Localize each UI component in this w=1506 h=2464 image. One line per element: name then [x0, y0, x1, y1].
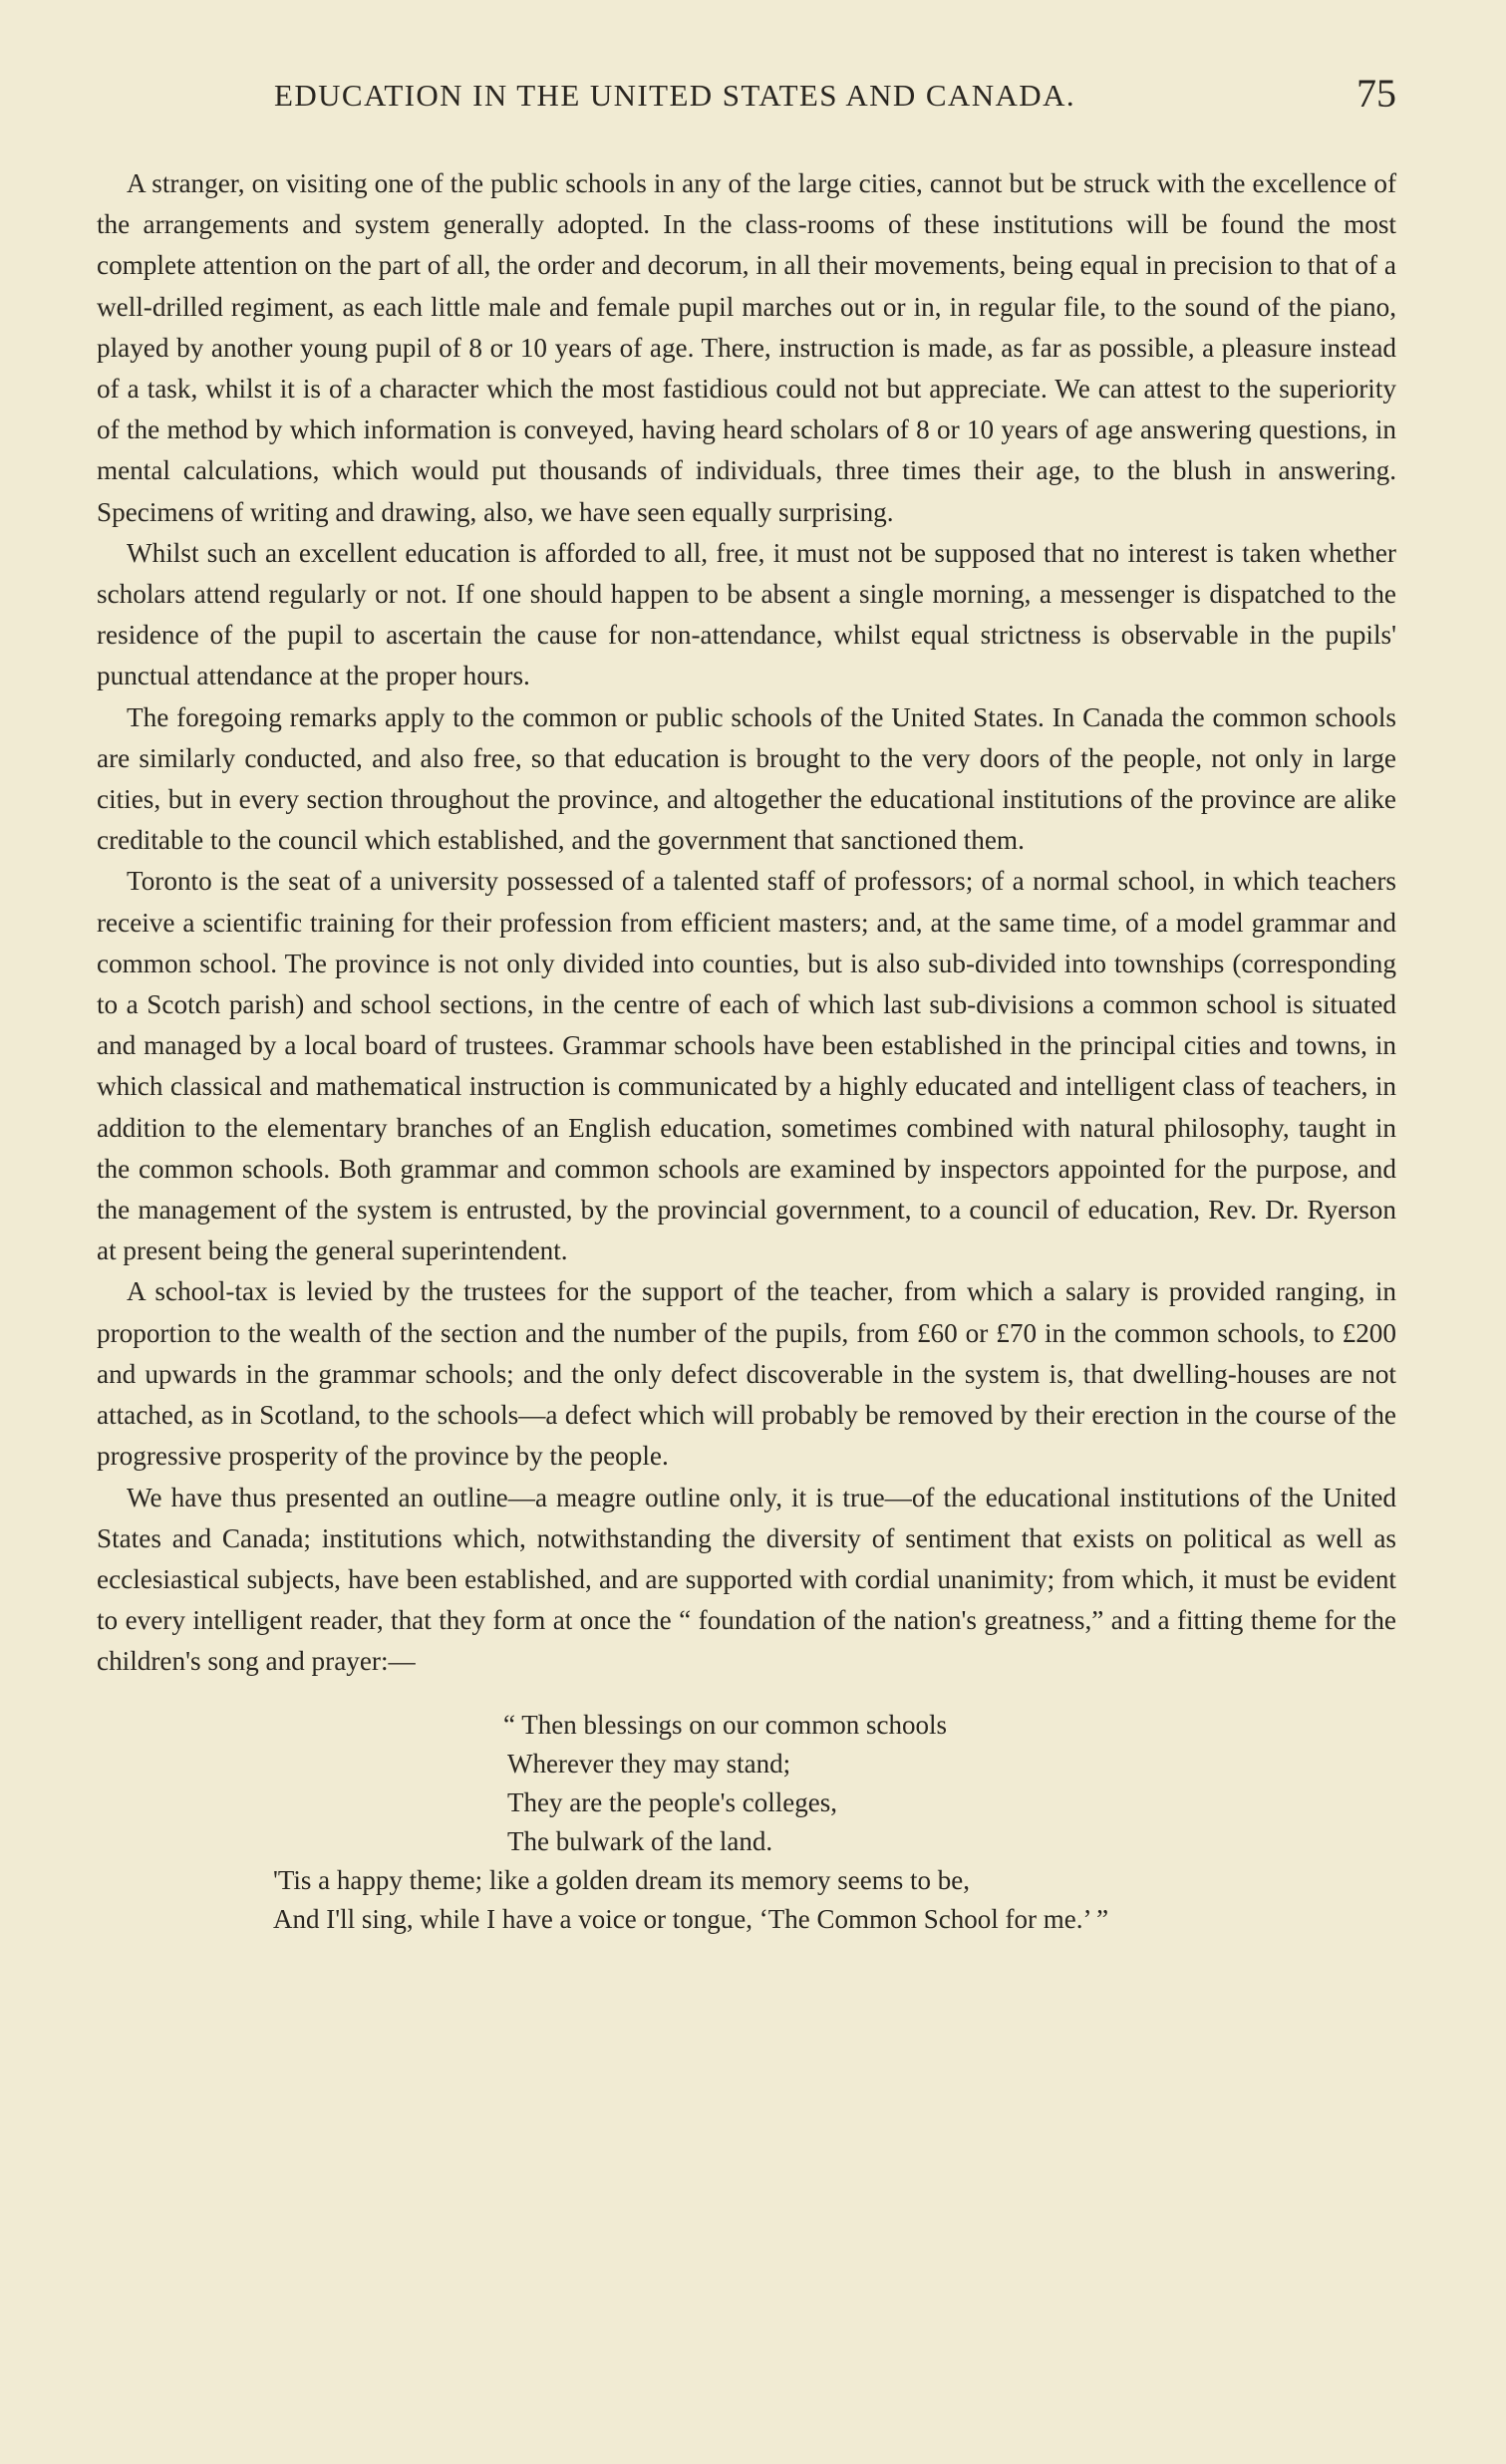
page-number: 75	[1356, 71, 1396, 116]
paragraph-attendance: Whilst such an excellent education is afforded to all, free, it must not be supposed that no interest is taken whether scholars attend regularly or not. If one should happen to be absent a single morning, a messenger is dispatched to the residence of the pupil to ascertain the cause for non-attendance, whilst equal strictness is observable in the pupils' punctual attendance at the proper hours.	[97, 537, 1396, 691]
poem-line: “ Then blessings on our common schools	[503, 1709, 947, 1740]
poem-line: Wherever they may stand;	[507, 1748, 791, 1779]
running-title: EDUCATION IN THE UNITED STATES AND CANADA.	[274, 78, 1076, 113]
paragraph-outline: We have thus presented an outline—a meagre outline only, it is true—of the educational institutions of the United States and Canada; institutions which, notwithstanding the diversity of sentiment that exists on political as well as ecclesiastical subjects, have been established, and are supported with cordial unanimity; from which, it must be evident to every intelligent reader, that they form at once the “ foundation of the nation's greatness,” and a fitting theme for the children's song and prayer:—	[97, 1482, 1396, 1677]
paragraph-canada-schools: The foregoing remarks apply to the common or public schools of the United States. In Canada the common schools are similarly conducted, and also free, so that education is brought to the very doors of the people, not only in large cities, but in every section throughout the province, and altogether the educational institutions of the province are alike creditable to the council which established, and the government that sanctioned them.	[97, 701, 1396, 856]
paragraph-school-tax: A school-tax is levied by the trustees for the support of the teacher, from which a salary is provided ranging, in proportion to the wealth of the section and the number of the pupils, from £60 or £70 in the common schools, to £200 and upwards in the grammar schools; and the only defect discoverable in the system is, that dwelling-houses are not attached, as in Scotland, to the schools—a defect which will probably be removed by their erection in the course of the progressive prosperity of the province by the people.	[97, 1276, 1396, 1472]
poem-line: They are the people's colleges,	[507, 1786, 837, 1817]
running-head	[97, 70, 1396, 126]
poem-line: And I'll sing, while I have a voice or tongue, ‘The Common School for me.’ ”	[273, 1903, 1109, 1934]
body-text	[97, 163, 1396, 1683]
poem-quotation	[97, 1706, 1396, 1939]
poem-line: 'Tis a happy theme; like a golden dream its memory seems to be,	[273, 1864, 970, 1895]
poem-line: The bulwark of the land.	[507, 1825, 773, 1856]
paragraph-toronto: Toronto is the seat of a university possessed of a talented staff of professors; of a normal school, in which teachers receive a scientific training for their profession from efficient masters; and, at the same time, of a model grammar and common school. The province is not only divided into counties, but is also sub-divided into townships (corresponding to a Scotch parish) and school sections, in the centre of each of which last sub-divisions a common school is situated and managed by a local board of trustees. Grammar schools have been established in the principal cities and towns, in which classical and mathematical instruction is communicated by a highly educated and intelligent class of teachers, in addition to the elementary branches of an English education, sometimes combined with natural philosophy, taught in the common schools. Both grammar and common schools are examined by inspectors appointed for the purpose, and the management of the system is entrusted, by the provincial government, to a council of education, Rev. Dr. Ryerson at present being the general superintendent.	[97, 866, 1396, 1266]
paragraph-public-schools: A stranger, on visiting one of the public schools in any of the large cities, cannot but be struck with the excellence of the arrangements and system generally adopted. In the class-rooms of these institutions will be found the most complete attention on the part of all, the order and decorum, in all their movements, being equal in precision to that of a well-drilled regiment, as each little male and female pupil marches out or in, in regular file, to the sound of the piano, played by another young pupil of 8 or 10 years of age. There, instruction is made, as far as possible, a pleasure instead of a task, whilst it is of a character which the most fastidious could not but appreciate. We can attest to the superiority of the method by which information is conveyed, having heard scholars of 8 or 10 years of age answering questions, in mental calculations, which would put thousands of individuals, three times their age, to the blush in answering. Specimens of writing and drawing, also, we have seen equally surprising.	[97, 168, 1396, 527]
